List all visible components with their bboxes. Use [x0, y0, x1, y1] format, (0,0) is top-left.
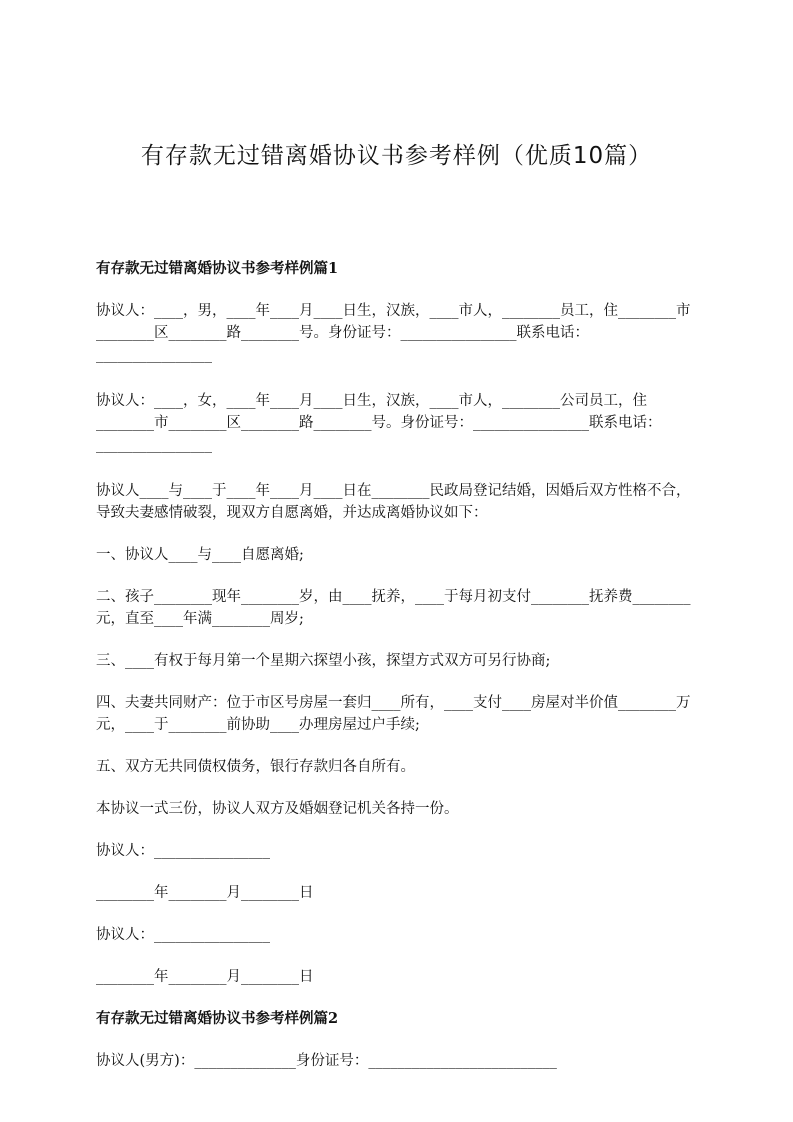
paragraph: 协议人：____，男，____年____月____日生，汉族，____市人，________员工，住________市________区________路________号。身份证号：________________联系电话：________________	[96, 303, 691, 363]
paragraph: 五、双方无共同债权债务，银行存款归各自所有。	[96, 759, 415, 775]
paragraph: 协议人：____，女，____年____月____日生，汉族，____市人，________公司员工，住________市________区________路________号。身份证号：________________联系电话：________________	[96, 393, 662, 453]
paragraph: 一、协议人____与____自愿离婚;	[96, 547, 304, 563]
page-title: 有存款无过错离婚协议书参考样例（优质10篇）	[140, 143, 653, 169]
paragraph: 三、____有权于每月第一个星期六探望小孩，探望方式双方可另行协商;	[96, 653, 551, 669]
date-line: ________年________月________日	[96, 885, 314, 901]
paragraph: 二、孩子________现年________岁，由____抚养，____于每月初支付________抚养费________元，直至____年满________周岁;	[96, 589, 691, 627]
date-line: ________年________月________日	[96, 969, 314, 985]
paragraph: 协议人____与____于____年____月____日在________民政局登记结婚，因婚后双方性格不合，导致夫妻感情破裂，现双方自愿离婚，并达成离婚协议如下：	[96, 483, 691, 521]
section-heading: 有存款无过错离婚协议书参考样例篇2	[96, 1010, 339, 1027]
signature-line: 协议人：________________	[96, 843, 270, 859]
section-heading: 有存款无过错离婚协议书参考样例篇1	[96, 260, 339, 277]
paragraph: 协议人(男方)：______________身份证号：__________________________	[96, 1053, 557, 1069]
document-body	[96, 258, 700, 1072]
paragraph: 四、夫妻共同财产：位于市区号房屋一套归____所有，____支付____房屋对半价值________万元，____于________前协助____办理房屋过户手续;	[96, 695, 691, 733]
paragraph: 本协议一式三份，协议人双方及婚姻登记机关各持一份。	[96, 801, 459, 817]
signature-line: 协议人：________________	[96, 927, 270, 943]
